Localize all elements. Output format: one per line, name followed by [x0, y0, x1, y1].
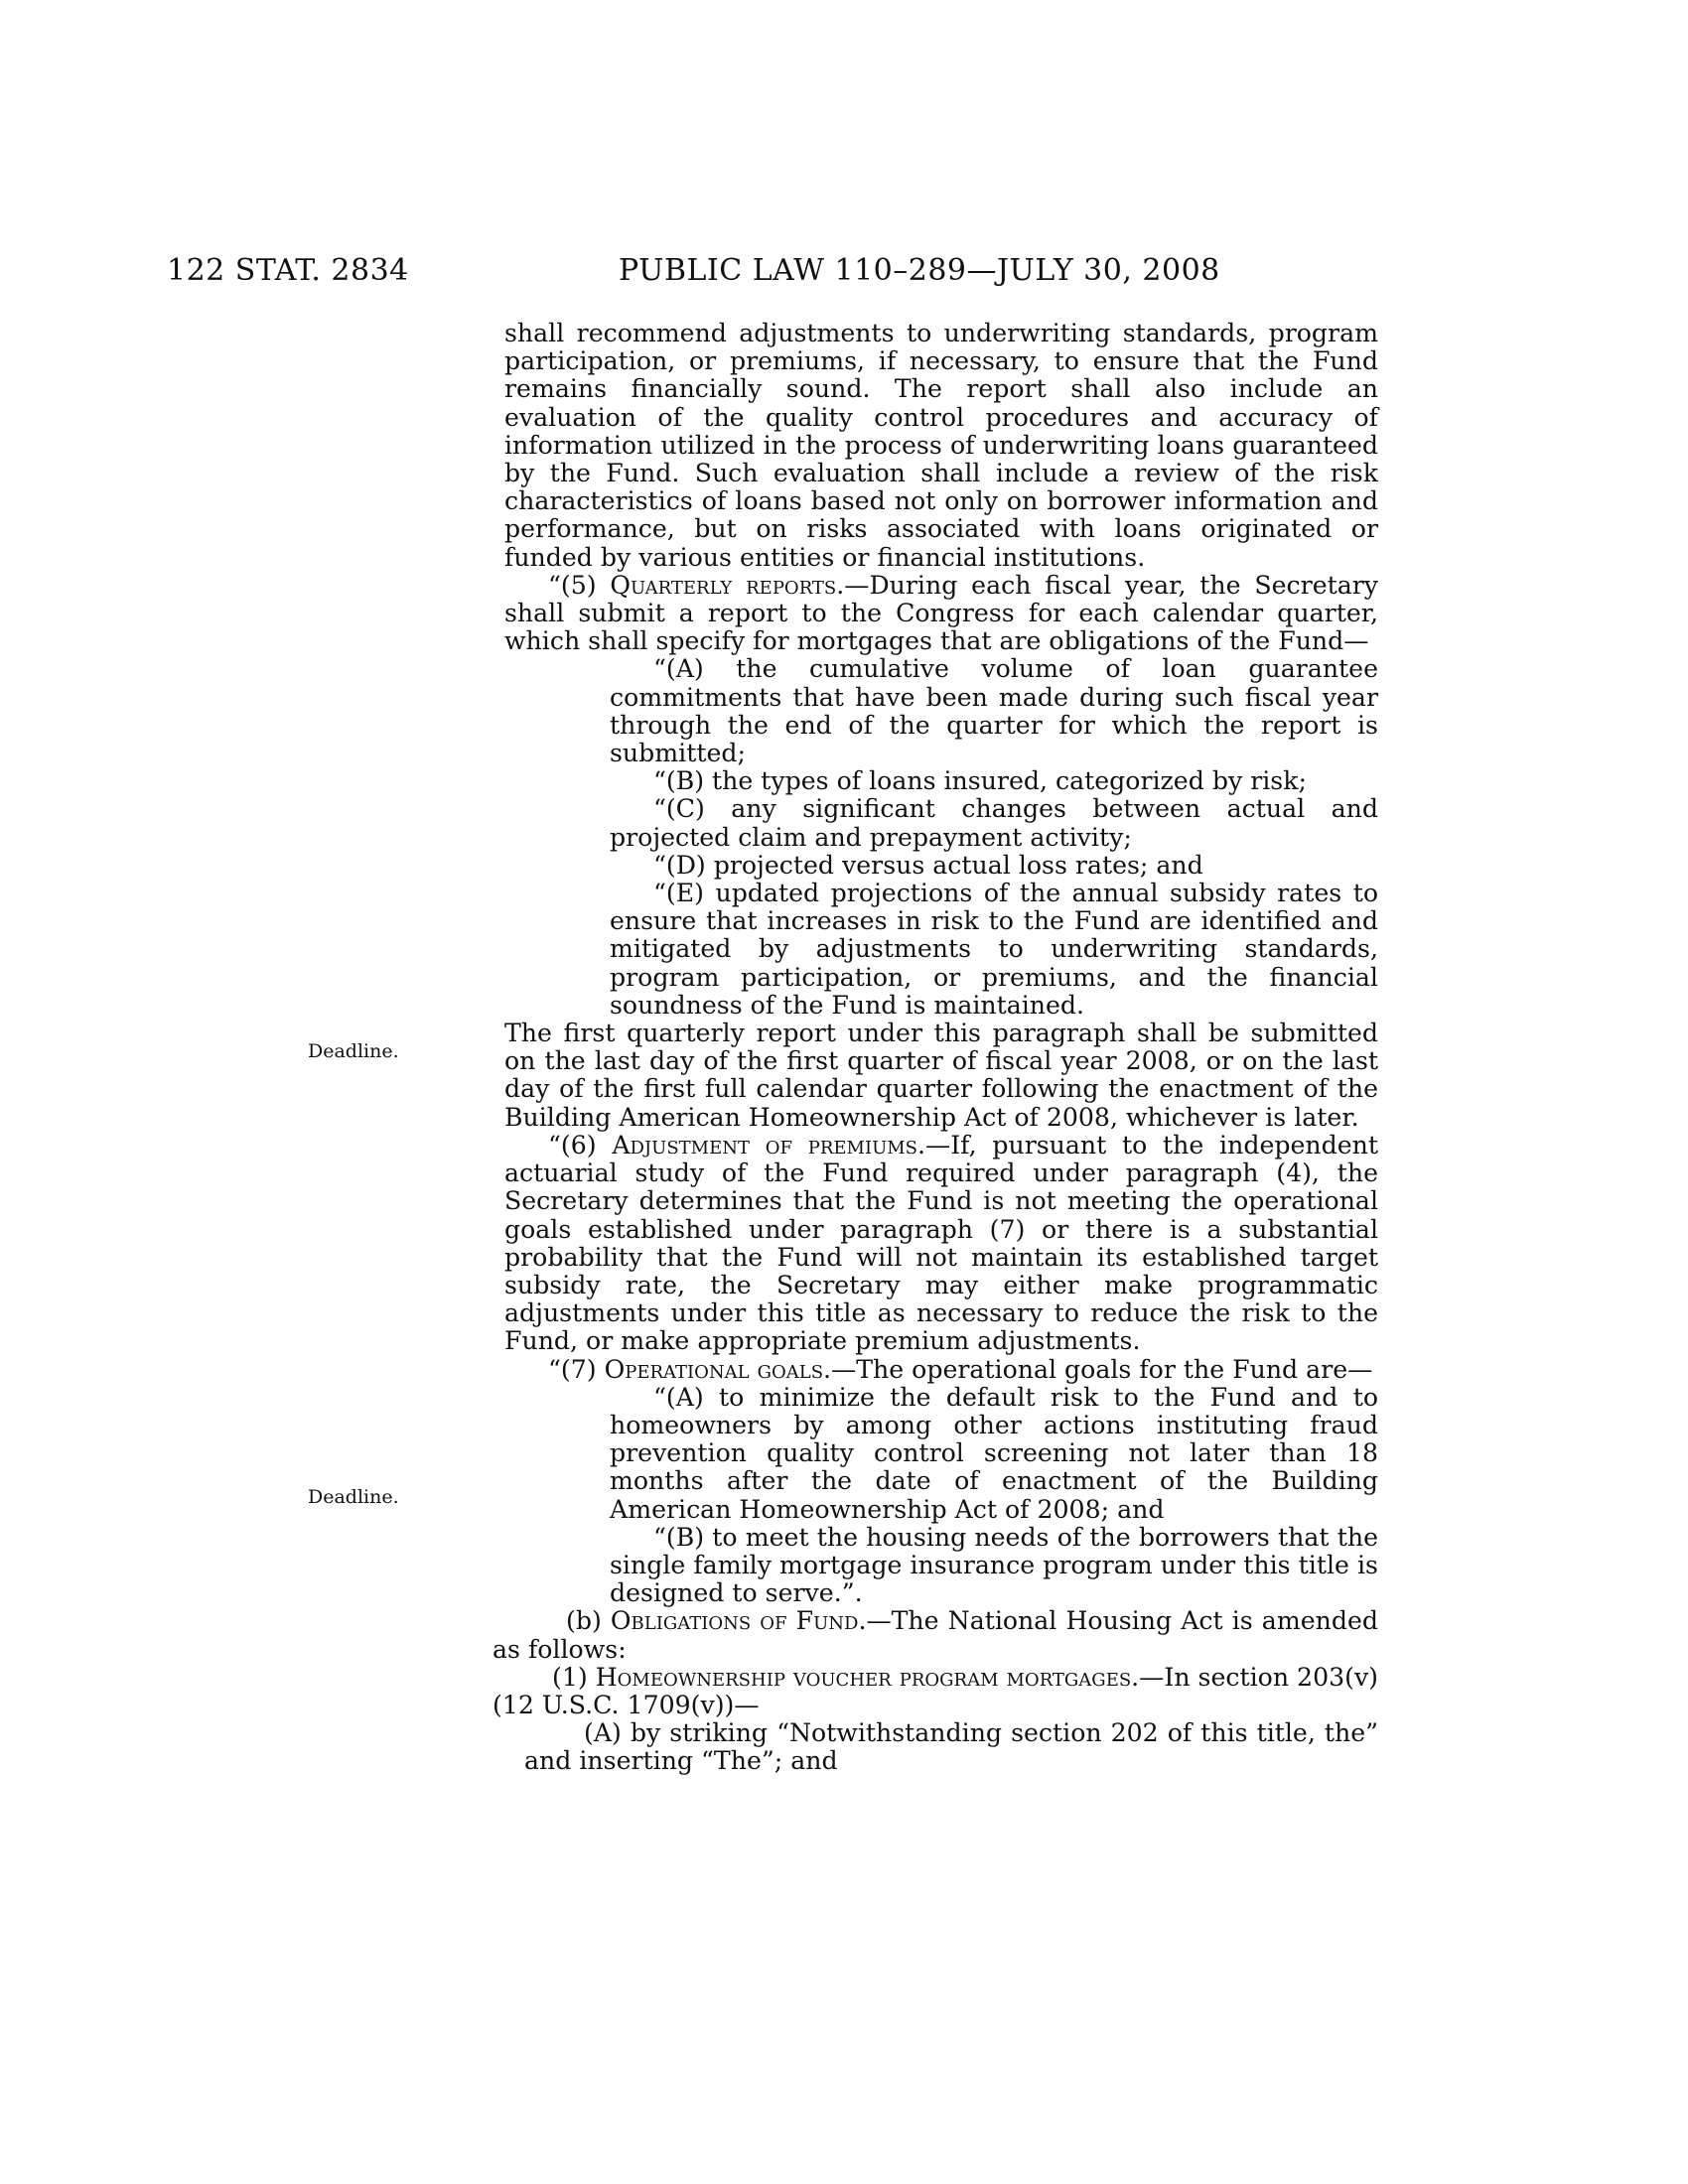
subsection-number: (b)	[566, 1606, 611, 1636]
paragraph-4-continuation: shall recommend adjustments to underwriting standards, program participation, or premiums, if necessary, to ensure that the Fund remains financially sound. The report shall also include an evaluation of the quality control procedures and accuracy of information utilized in the process of underwriting loans guaranteed by the Fund. Such evaluation shall include a review of the risk characteristics of loans based not only on borrower information and performance, but on risks associated with loans originated or funded by various entities or financial institutions.	[504, 319, 1378, 572]
paragraph-text: .—During each fiscal year, the Secretary shall submit a report to the Congress for each calendar quarter, which shall specify for mortgages that are obligations of the Fund—	[504, 570, 1379, 656]
paragraph-6	[504, 1132, 1378, 1356]
paragraph-5	[504, 572, 1378, 656]
paragraph-number: “(6)	[548, 1130, 613, 1160]
subsection-text: .—The National Housing Act is amended as follows:	[492, 1606, 1378, 1664]
margin-note-deadline-2: Deadline.	[308, 1486, 399, 1508]
paragraph-heading: Operational goals	[604, 1354, 824, 1384]
margin-note-deadline-1: Deadline.	[308, 1040, 399, 1062]
subparagraph-7a: “(A) to minimize the default risk to the Fund and to homeowners by among other actions instituting fraud prevention quality control screening not later than 18 months after the date of enactment of the Building American Homeownership Act of 2008; and	[610, 1382, 1378, 1524]
subsection-b	[492, 1607, 1378, 1663]
subparagraph-7b: “(B) to meet the housing needs of the borrowers that the single family mortgage insurance program under this title is designed to serve.”.	[610, 1522, 1378, 1608]
subparagraph-5e: “(E) updated projections of the annual subsidy rates to ensure that increases in risk to the Fund are identified and mitigated by adjustments to underwriting standards, program participation, or premiums, and the financial soundness of the Fund is maintained.	[610, 879, 1378, 1020]
paragraph-heading: Adjustment of premiums	[612, 1130, 918, 1160]
paragraph-number: “(7)	[548, 1354, 605, 1384]
paragraph-text: .—The operational goals for the Fund are—	[823, 1354, 1373, 1384]
subsection-heading: Obligations of Fund	[610, 1606, 859, 1636]
body-text	[492, 319, 1379, 1776]
subparagraph-5c: “(C) any significant changes between actual and projected claim and prepayment activity;	[610, 794, 1378, 852]
page-header	[0, 253, 1688, 293]
subparagraph-b1a: (A) by striking “Notwithstanding section 202 of this title, the” and inserting “The”; and	[524, 1718, 1378, 1776]
paragraph-text: .—In section 203(v) (12 U.S.C. 1709(v))—	[492, 1662, 1379, 1719]
subparagraph-5b: “(B) the types of loans insured, categorized by risk;	[653, 766, 1307, 796]
statute-page-number: 122 STAT. 2834	[167, 253, 409, 288]
subparagraph-5a: “(A) the cumulative volume of loan guarantee commitments that have been made during such fiscal year through the end of the quarter for which the report is submitted;	[610, 654, 1378, 768]
paragraph-heading: Quarterly reports	[610, 570, 837, 600]
paragraph-heading: Homeownership voucher program mortgages	[595, 1662, 1132, 1692]
subparagraph-5d: “(D) projected versus actual loss rates; and	[653, 850, 1203, 880]
paragraph-text: .—If, pursuant to the independent actuarial study of the Fund required under paragraph (4), the Secretary determines that the Fund is not meeting the operational goals established under paragraph (7) or there is a substantial probability that the Fund will not maintain its established target subsidy rate, the Secretary may either make programmatic adjustments under this title as necessary to reduce the risk to the Fund, or make appropriate premium adjustments.	[504, 1130, 1378, 1356]
paragraph-number: (1)	[552, 1662, 596, 1692]
paragraph-b1	[492, 1664, 1378, 1719]
paragraph-5-closing: The first quarterly report under this paragraph shall be submitted on the last day of the first quarter of fiscal year 2008, or on the last day of the first full calendar quarter following the enactment of the Building American Homeownership Act of 2008, whichever is later.	[504, 1019, 1378, 1132]
paragraph-number: “(5)	[548, 570, 611, 600]
running-head-title: PUBLIC LAW 110–289—JULY 30, 2008	[619, 253, 1220, 288]
paragraph-7	[504, 1356, 1378, 1384]
